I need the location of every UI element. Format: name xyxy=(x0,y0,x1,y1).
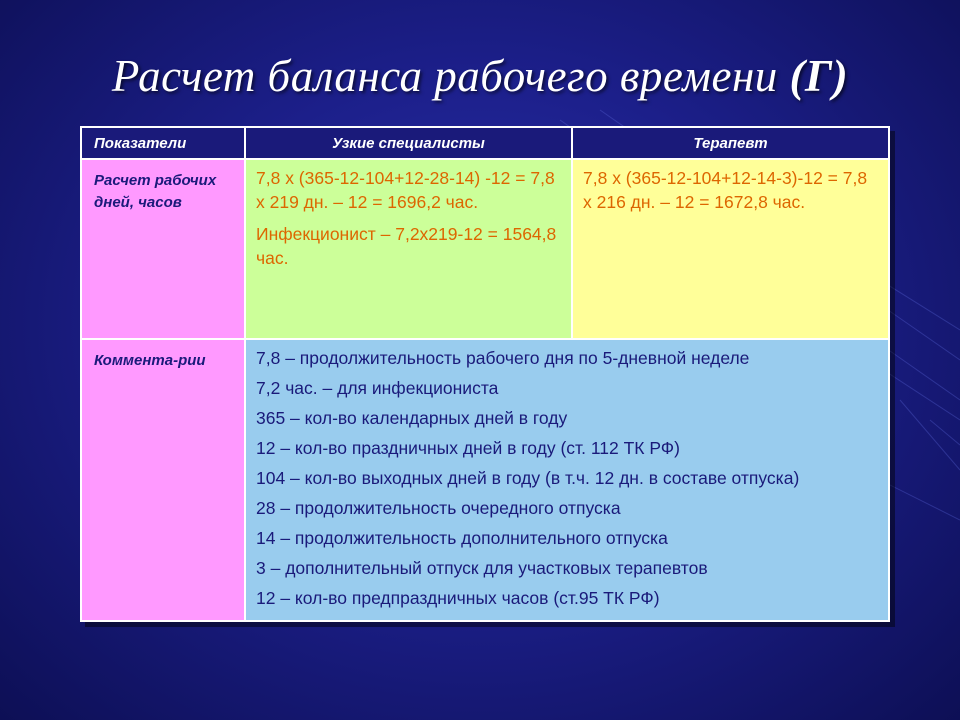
therapist-cell xyxy=(572,159,889,339)
header-indicators: Показатели xyxy=(81,127,245,159)
comments-row xyxy=(81,339,889,621)
specialists-cell xyxy=(245,159,572,339)
therapist-formula: 7,8 х (365-12-104+12-14-3)-12 = 7,8 х 216 дн. – 12 = 1672,8 час. xyxy=(583,168,868,212)
comment-item: 7,8 – продолжительность рабочего дня по 5-дневной неделе xyxy=(256,348,750,368)
slide-title xyxy=(0,50,960,102)
calc-row-label: Расчет рабочих дней, часов xyxy=(81,159,245,339)
title-main: Расчет баланса рабочего времени xyxy=(111,51,790,101)
comment-item: 28 – продолжительность очередного отпуска xyxy=(256,498,621,518)
comment-item: 12 – кол-во предпраздничных часов (ст.95 ТК РФ) xyxy=(256,588,660,608)
comment-item: 7,2 час. – для инфекциониста xyxy=(256,378,499,398)
header-specialists: Узкие специалисты xyxy=(245,127,572,159)
title-suffix: (Г) xyxy=(789,51,849,101)
comment-item: 365 – кол-во календарных дней в году xyxy=(256,408,568,428)
header-row xyxy=(81,127,889,159)
comment-item: 12 – кол-во праздничных дней в году (ст. 112 ТК РФ) xyxy=(256,438,680,458)
comments-cell xyxy=(245,339,889,621)
calc-row xyxy=(81,159,889,339)
comment-item: 3 – дополнительный отпуск для участковых терапевтов xyxy=(256,558,708,578)
comments-row-label: Коммента-рии xyxy=(81,339,245,621)
specialists-formula: 7,8 х (365-12-104+12-28-14) -12 = 7,8 х 219 дн. – 12 = 1696,2 час. xyxy=(256,168,555,212)
infectionist-formula: Инфекционист – 7,2х219-12 = 1564,8 час. xyxy=(256,224,557,268)
comment-item: 14 – продолжительность дополнительного отпуска xyxy=(256,528,668,548)
header-therapist: Терапевт xyxy=(572,127,889,159)
comment-item: 104 – кол-во выходных дней в году (в т.ч. 12 дн. в составе отпуска) xyxy=(256,468,800,488)
balance-table xyxy=(80,126,890,622)
